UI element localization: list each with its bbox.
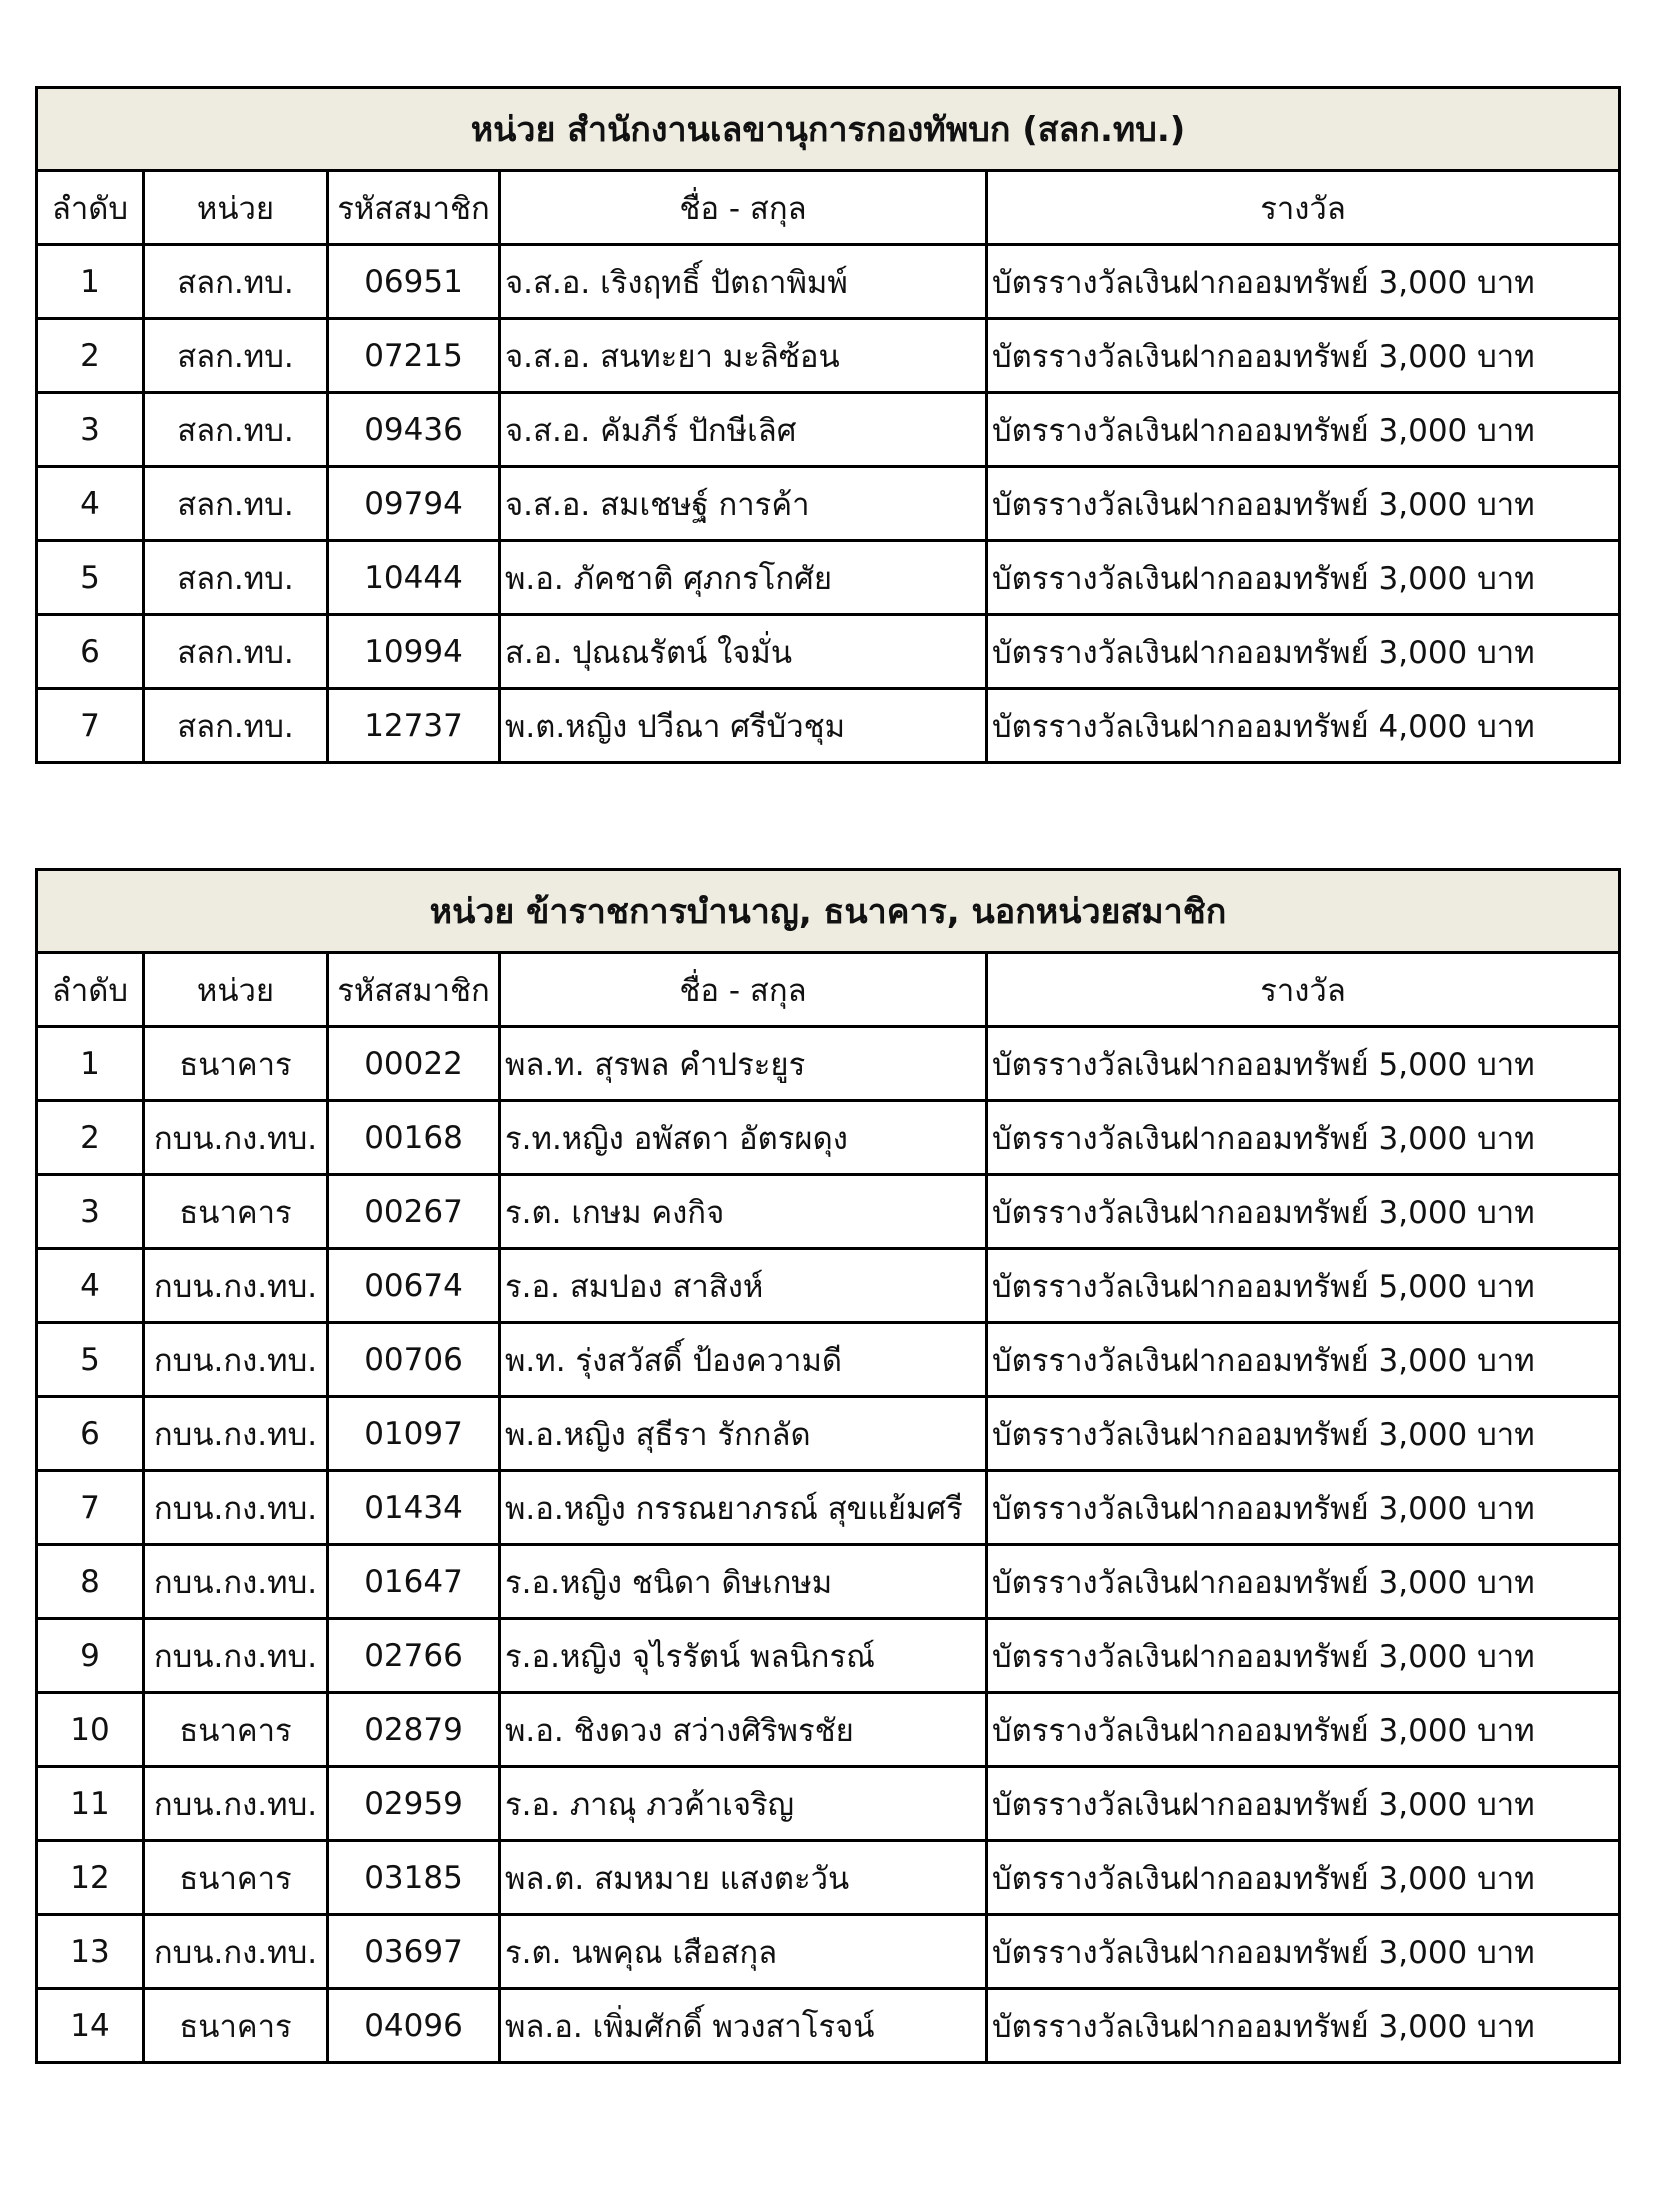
- cell-order: 4: [37, 467, 144, 541]
- cell-name: ร.ต. นพคุณ เสือสกุล: [500, 1915, 987, 1989]
- table-row: [37, 689, 1620, 763]
- cell-member-id: 03697: [328, 1915, 500, 1989]
- cell-member-id: 00168: [328, 1101, 500, 1175]
- cell-member-id: 00706: [328, 1323, 500, 1397]
- cell-name: พ.อ.หญิง กรรณยาภรณ์ สุขแย้มศรี: [500, 1471, 987, 1545]
- cell-member-id: 10444: [328, 541, 500, 615]
- cell-order: 1: [37, 1027, 144, 1101]
- table-title: หน่วย ข้าราชการบำนาญ, ธนาคาร, นอกหน่วยสมาชิก: [37, 870, 1620, 953]
- table-title: หน่วย สำนักงานเลขานุการกองทัพบก (สลก.ทบ.): [37, 88, 1620, 171]
- table-row: [37, 1175, 1620, 1249]
- table-title-row: [37, 870, 1620, 953]
- cell-order: 5: [37, 541, 144, 615]
- cell-prize: บัตรรางวัลเงินฝากออมทรัพย์ 3,000 บาท: [987, 1397, 1620, 1471]
- cell-prize: บัตรรางวัลเงินฝากออมทรัพย์ 5,000 บาท: [987, 1249, 1620, 1323]
- cell-prize: บัตรรางวัลเงินฝากออมทรัพย์ 3,000 บาท: [987, 1471, 1620, 1545]
- cell-prize: บัตรรางวัลเงินฝากออมทรัพย์ 4,000 บาท: [987, 689, 1620, 763]
- award-table-secretariat: [35, 86, 1621, 764]
- cell-unit: ธนาคาร: [144, 1027, 328, 1101]
- cell-prize: บัตรรางวัลเงินฝากออมทรัพย์ 3,000 บาท: [987, 319, 1620, 393]
- cell-order: 11: [37, 1767, 144, 1841]
- cell-unit: กบน.กง.ทบ.: [144, 1397, 328, 1471]
- cell-order: 14: [37, 1989, 144, 2063]
- cell-unit: สลก.ทบ.: [144, 467, 328, 541]
- cell-prize: บัตรรางวัลเงินฝากออมทรัพย์ 3,000 บาท: [987, 1767, 1620, 1841]
- cell-order: 2: [37, 1101, 144, 1175]
- cell-unit: สลก.ทบ.: [144, 615, 328, 689]
- table-row: [37, 1323, 1620, 1397]
- table-row: [37, 1693, 1620, 1767]
- table-header-row: [37, 953, 1620, 1027]
- cell-name: พ.ท. รุ่งสวัสดิ์ ป้องความดี: [500, 1323, 987, 1397]
- cell-member-id: 01434: [328, 1471, 500, 1545]
- cell-order: 6: [37, 615, 144, 689]
- table-row: [37, 1841, 1620, 1915]
- cell-order: 2: [37, 319, 144, 393]
- cell-prize: บัตรรางวัลเงินฝากออมทรัพย์ 3,000 บาท: [987, 1915, 1620, 1989]
- table-row: [37, 1767, 1620, 1841]
- cell-order: 3: [37, 393, 144, 467]
- table-row: [37, 1027, 1620, 1101]
- table-row: [37, 393, 1620, 467]
- cell-prize: บัตรรางวัลเงินฝากออมทรัพย์ 3,000 บาท: [987, 1841, 1620, 1915]
- table-body: [37, 245, 1620, 763]
- cell-prize: บัตรรางวัลเงินฝากออมทรัพย์ 3,000 บาท: [987, 1175, 1620, 1249]
- cell-name: ร.ต. เกษม คงกิจ: [500, 1175, 987, 1249]
- header-order: ลำดับ: [37, 171, 144, 245]
- cell-name: ร.อ. ภาณุ ภวค้าเจริญ: [500, 1767, 987, 1841]
- cell-prize: บัตรรางวัลเงินฝากออมทรัพย์ 3,000 บาท: [987, 1989, 1620, 2063]
- cell-member-id: 01097: [328, 1397, 500, 1471]
- cell-member-id: 04096: [328, 1989, 500, 2063]
- cell-member-id: 09794: [328, 467, 500, 541]
- table-row: [37, 1397, 1620, 1471]
- cell-name: ร.อ.หญิง จุไรรัตน์ พลนิกรณ์: [500, 1619, 987, 1693]
- cell-unit: สลก.ทบ.: [144, 319, 328, 393]
- cell-unit: กบน.กง.ทบ.: [144, 1323, 328, 1397]
- cell-unit: กบน.กง.ทบ.: [144, 1619, 328, 1693]
- cell-order: 6: [37, 1397, 144, 1471]
- cell-name: พล.อ. เพิ่มศักดิ์ พวงสาโรจน์: [500, 1989, 987, 2063]
- cell-order: 9: [37, 1619, 144, 1693]
- cell-unit: สลก.ทบ.: [144, 393, 328, 467]
- table-row: [37, 1989, 1620, 2063]
- cell-order: 1: [37, 245, 144, 319]
- table-row: [37, 319, 1620, 393]
- header-name: ชื่อ - สกุล: [500, 953, 987, 1027]
- cell-order: 3: [37, 1175, 144, 1249]
- cell-member-id: 12737: [328, 689, 500, 763]
- table-row: [37, 615, 1620, 689]
- header-member-id: รหัสสมาชิก: [328, 953, 500, 1027]
- cell-name: ร.อ. สมปอง สาสิงห์: [500, 1249, 987, 1323]
- cell-member-id: 09436: [328, 393, 500, 467]
- cell-unit: กบน.กง.ทบ.: [144, 1915, 328, 1989]
- cell-order: 7: [37, 1471, 144, 1545]
- table-row: [37, 1545, 1620, 1619]
- cell-prize: บัตรรางวัลเงินฝากออมทรัพย์ 5,000 บาท: [987, 1027, 1620, 1101]
- cell-prize: บัตรรางวัลเงินฝากออมทรัพย์ 3,000 บาท: [987, 245, 1620, 319]
- cell-name: ร.อ.หญิง ชนิดา ดิษเกษม: [500, 1545, 987, 1619]
- cell-unit: กบน.กง.ทบ.: [144, 1767, 328, 1841]
- table-row: [37, 1619, 1620, 1693]
- header-unit: หน่วย: [144, 953, 328, 1027]
- table-row: [37, 245, 1620, 319]
- cell-prize: บัตรรางวัลเงินฝากออมทรัพย์ 3,000 บาท: [987, 541, 1620, 615]
- cell-member-id: 03185: [328, 1841, 500, 1915]
- cell-name: ส.อ. ปุณณรัตน์ ใจมั่น: [500, 615, 987, 689]
- cell-order: 4: [37, 1249, 144, 1323]
- cell-prize: บัตรรางวัลเงินฝากออมทรัพย์ 3,000 บาท: [987, 1693, 1620, 1767]
- award-table-pensioners-bank: [35, 868, 1621, 2064]
- cell-unit: ธนาคาร: [144, 1693, 328, 1767]
- cell-name: ร.ท.หญิง อพัสดา อัตรผดุง: [500, 1101, 987, 1175]
- table-header-row: [37, 171, 1620, 245]
- cell-prize: บัตรรางวัลเงินฝากออมทรัพย์ 3,000 บาท: [987, 1619, 1620, 1693]
- cell-order: 13: [37, 1915, 144, 1989]
- table-body: [37, 1027, 1620, 2063]
- cell-name: พล.ต. สมหมาย แสงตะวัน: [500, 1841, 987, 1915]
- cell-order: 12: [37, 1841, 144, 1915]
- cell-unit: ธนาคาร: [144, 1989, 328, 2063]
- cell-unit: กบน.กง.ทบ.: [144, 1545, 328, 1619]
- table-row: [37, 467, 1620, 541]
- cell-unit: กบน.กง.ทบ.: [144, 1471, 328, 1545]
- cell-name: พ.อ. ภัคชาติ ศุภกรโกศัย: [500, 541, 987, 615]
- table-row: [37, 1471, 1620, 1545]
- cell-name: พ.ต.หญิง ปวีณา ศรีบัวชุม: [500, 689, 987, 763]
- cell-order: 8: [37, 1545, 144, 1619]
- header-name: ชื่อ - สกุล: [500, 171, 987, 245]
- cell-unit: สลก.ทบ.: [144, 541, 328, 615]
- cell-member-id: 02879: [328, 1693, 500, 1767]
- header-member-id: รหัสสมาชิก: [328, 171, 500, 245]
- header-prize: รางวัล: [987, 953, 1620, 1027]
- table-title-row: [37, 88, 1620, 171]
- cell-name: จ.ส.อ. เริงฤทธิ์ ปัตถาพิมพ์: [500, 245, 987, 319]
- table-row: [37, 1249, 1620, 1323]
- cell-unit: สลก.ทบ.: [144, 245, 328, 319]
- table-row: [37, 541, 1620, 615]
- cell-name: จ.ส.อ. คัมภีร์ ปักษีเลิศ: [500, 393, 987, 467]
- cell-name: จ.ส.อ. สนทะยา มะลิซ้อน: [500, 319, 987, 393]
- cell-order: 7: [37, 689, 144, 763]
- cell-unit: กบน.กง.ทบ.: [144, 1249, 328, 1323]
- cell-member-id: 06951: [328, 245, 500, 319]
- cell-member-id: 02766: [328, 1619, 500, 1693]
- header-unit: หน่วย: [144, 171, 328, 245]
- cell-prize: บัตรรางวัลเงินฝากออมทรัพย์ 3,000 บาท: [987, 1323, 1620, 1397]
- table-row: [37, 1101, 1620, 1175]
- table-row: [37, 1915, 1620, 1989]
- cell-name: พ.อ. ชิงดวง สว่างศิริพรชัย: [500, 1693, 987, 1767]
- cell-name: พ.อ.หญิง สุธีรา รักกลัด: [500, 1397, 987, 1471]
- cell-member-id: 00267: [328, 1175, 500, 1249]
- cell-prize: บัตรรางวัลเงินฝากออมทรัพย์ 3,000 บาท: [987, 1545, 1620, 1619]
- cell-unit: ธนาคาร: [144, 1175, 328, 1249]
- cell-unit: ธนาคาร: [144, 1841, 328, 1915]
- cell-order: 5: [37, 1323, 144, 1397]
- cell-member-id: 01647: [328, 1545, 500, 1619]
- cell-name: จ.ส.อ. สมเชษฐ์ การค้า: [500, 467, 987, 541]
- cell-member-id: 10994: [328, 615, 500, 689]
- cell-prize: บัตรรางวัลเงินฝากออมทรัพย์ 3,000 บาท: [987, 467, 1620, 541]
- cell-unit: กบน.กง.ทบ.: [144, 1101, 328, 1175]
- cell-member-id: 07215: [328, 319, 500, 393]
- cell-prize: บัตรรางวัลเงินฝากออมทรัพย์ 3,000 บาท: [987, 1101, 1620, 1175]
- cell-unit: สลก.ทบ.: [144, 689, 328, 763]
- cell-member-id: 00022: [328, 1027, 500, 1101]
- header-order: ลำดับ: [37, 953, 144, 1027]
- header-prize: รางวัล: [987, 171, 1620, 245]
- cell-order: 10: [37, 1693, 144, 1767]
- cell-prize: บัตรรางวัลเงินฝากออมทรัพย์ 3,000 บาท: [987, 393, 1620, 467]
- cell-prize: บัตรรางวัลเงินฝากออมทรัพย์ 3,000 บาท: [987, 615, 1620, 689]
- cell-member-id: 00674: [328, 1249, 500, 1323]
- cell-name: พล.ท. สุรพล คำประยูร: [500, 1027, 987, 1101]
- cell-member-id: 02959: [328, 1767, 500, 1841]
